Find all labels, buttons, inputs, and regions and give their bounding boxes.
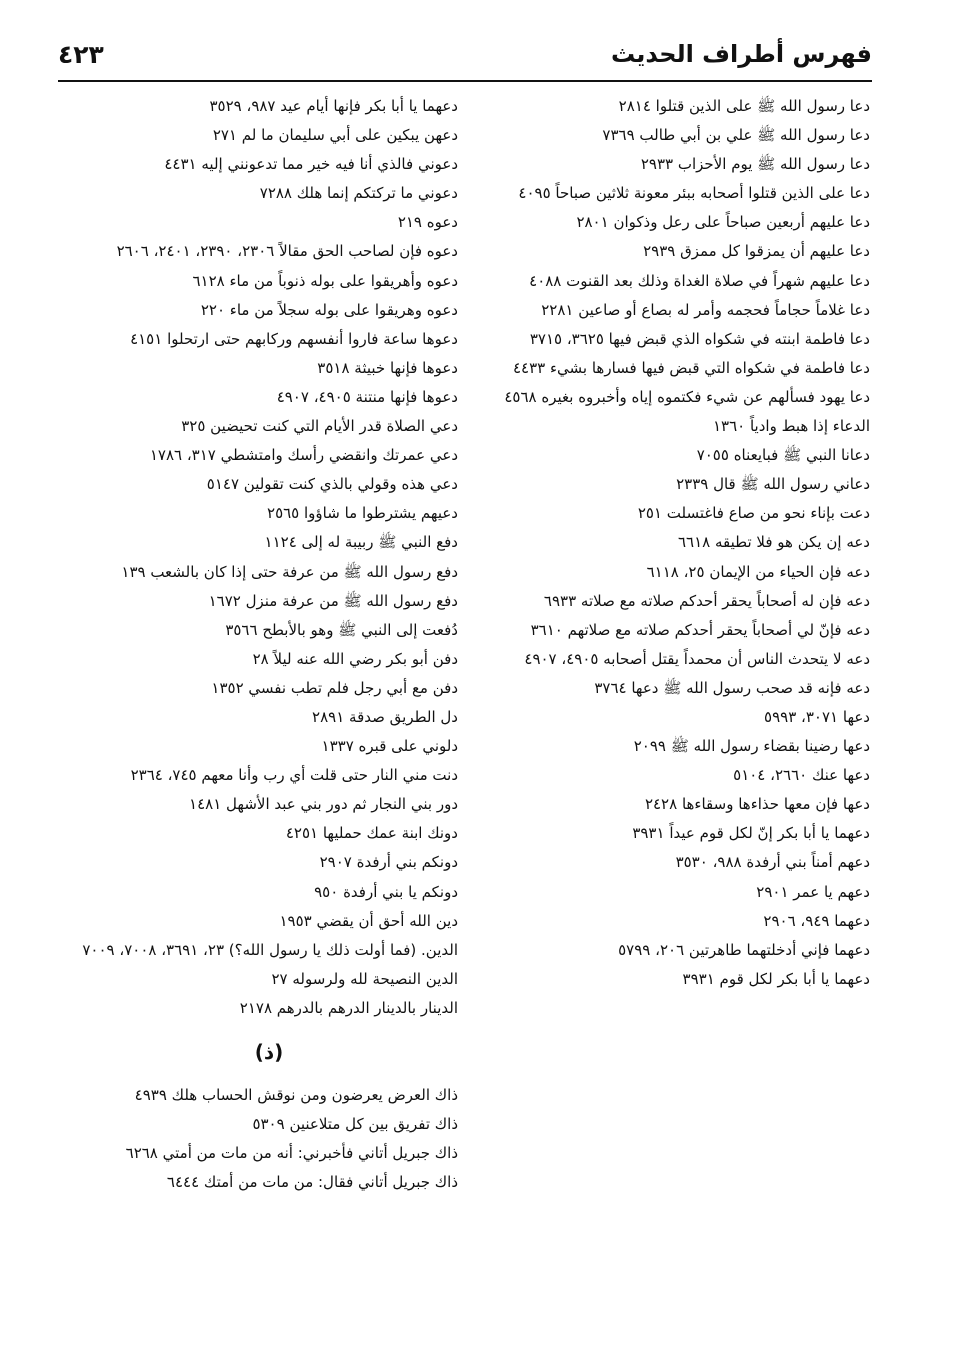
index-entry: دعا عليهم أربعين صباحاً على رعل وذكوان ٢٨٠١ xyxy=(576,213,870,232)
index-entry: دعا عليهم أن يمزقوا كل ممزق ٢٩٣٩ xyxy=(643,242,870,261)
index-entry: دعهم يا عمر ٢٩٠١ xyxy=(756,882,870,901)
index-entry: دعها فإن معها حذاءها وسقاءها ٢٤٢٨ xyxy=(644,795,870,814)
index-entry: الدعاء إذا هبط وادياً ١٣٦٠ xyxy=(712,417,870,436)
index-entry: دعوها فإنها منتنة ٤٩٠٥، ٤٩٠٧ xyxy=(276,387,458,406)
index-entry: دفع رسول الله ﷺ من عرفة حتى إذا كان بالشعب ١٣٩ xyxy=(121,562,458,581)
running-title: فهرس أطراف الحديث xyxy=(611,40,872,68)
index-entry: دعوني ما تركتكم إنما هلك ٧٢٨٨ xyxy=(259,184,458,203)
index-entry: دعا غلاماً حجاماً فحجمه وأمر له بصاع أو صاعين ٢٢٨١ xyxy=(541,300,870,319)
index-entry: دفع رسول الله ﷺ من عرفة منزل ١٦٧٢ xyxy=(208,591,458,610)
index-column-right xyxy=(480,92,870,994)
index-entry: دعوه ٢١٩ xyxy=(397,213,458,232)
index-entry: دعه فإن الحياء من الإيمان ٢٥، ٦١١٨ xyxy=(646,562,870,581)
index-entry: دلوني على قبره ١٣٣٧ xyxy=(321,737,458,756)
index-entry: دعهما يا أبا بكر لكل قوم ٣٩٣١ xyxy=(682,969,870,988)
index-entry: ذاك جبريل أتاني فقال: من مات من أمتك ٦٤٤٤ xyxy=(166,1173,458,1192)
index-entry: دعهم أمناً بني أرفدة ٩٨٨، ٣٥٣٠ xyxy=(675,853,870,872)
index-entry: دعها رضينا بقضاء رسول الله ﷺ ٢٠٩٩ xyxy=(633,737,870,756)
index-entry: دعا على الذين قتلوا أصحابه ببئر معونة ثلاثين صباحاً ٤٠٩٥ xyxy=(518,184,870,203)
index-entry: ذاك العرض يعرضون ومن نوقش الحساب هلك ٤٩٣٩ xyxy=(134,1086,458,1104)
index-entry: دفن أبو بكر رضي الله عنه ليلاً ٢٨ xyxy=(252,649,458,668)
index-entry: دعها ٣٠٧١، ٥٩٩٣ xyxy=(764,707,870,726)
index-entry: دعي عمرتك وانقضي رأسك وامتشطي ٣١٧، ١٧٨٦ xyxy=(149,446,458,465)
index-entry: دفن مع أبي رجل فلم تطب نفسي ١٣٥٢ xyxy=(211,678,458,697)
index-entry: ذاك جبريل أتاني فأخبرني: أنه من مات من أمتي ٦٢٦٨ xyxy=(125,1144,458,1163)
index-entry: دعا رسول الله ﷺ على الذين قتلوا ٢٨١٤ xyxy=(618,97,870,115)
index-entry: دنت مني النار حتى قلت أي رب وأنا معهم ٧٤٥، ٢٣٦٤ xyxy=(130,766,458,785)
index-entry: دعه فإن له أصحاباً يحقر أحدكم صلاته مع صلاته ٦٩٣٣ xyxy=(543,591,870,610)
index-entry: دفع النبي ﷺ ربيبة له إلى ١١٢٤ xyxy=(264,533,458,552)
index-entry: دعي هذه وقولي بالذي كنت تقولين ٥١٤٧ xyxy=(206,475,458,494)
index-entry: الدين. (فما أولت ذلك يا رسول الله؟) ٢٣، ٣٦٩١، ٧٠٠٨، ٧٠٠٩ xyxy=(82,940,458,959)
index-entry: دعاني رسول الله ﷺ قال ٢٣٣٩ xyxy=(676,475,870,494)
index-entry: دُفعت إلى النبي ﷺ وهو بالأبطح ٣٥٦٦ xyxy=(225,620,458,639)
index-entry: دعانا النبي ﷺ فبايعناه ٧٠٥٥ xyxy=(696,446,870,465)
index-entry: دعوه وأهريقوا على بوله ذنوباً من ماء ٦١٢٨ xyxy=(192,271,458,290)
index-entry: دل الطريق صدقة ٢٨٩١ xyxy=(312,707,458,726)
index-entry: دعه فإنه قد صحب رسول الله ﷺ دعها ٣٧٦٤ xyxy=(594,678,870,697)
index-entry: دعهن يبكين على أبي سليمان ما لم ٢٧١ xyxy=(212,126,458,145)
index-entry: دونكم يا بني أرفدة ٩٥٠ xyxy=(314,882,458,901)
index-entry: دعيهم يشترطوا ما شاؤوا ٢٥٦٥ xyxy=(267,504,458,523)
index-entry: دعوها فإنها خبيثة ٣٥١٨ xyxy=(317,358,458,377)
index-entry: دين الله أحق أن يقضي ١٩٥٣ xyxy=(279,911,458,930)
index-entry: دعهما يا أبا بكر فإنها أيام عيد ٩٨٧، ٣٥٢٩ xyxy=(209,97,458,115)
index-entry: دعوه فإن لصاحب الحق مقالاً ٢٣٠٦، ٢٣٩٠، ٢٤٠١، ٢٦٠٦ xyxy=(116,242,458,261)
index-entry: دعي الصلاة قدر الأيام التي كنت تحيضين ٣٢٥ xyxy=(181,417,458,436)
index-entry: دعهما يا أبا بكر إنّ لكل قوم عيداً ٣٩٣١ xyxy=(632,824,870,843)
index-entry: دعا يهود فسألهم عن شيء فكتموه إياه وأخبروه بغيره ٤٥٦٨ xyxy=(504,387,870,406)
index-entry: دونك ابنة عمك حمليها ٤٢٥١ xyxy=(285,824,458,843)
index-entry: دعوني فالذي أنا فيه خير مما تدعونني إليه ٤٤٣١ xyxy=(164,155,458,174)
index-entry: دور بني النجار ثم دور بني عبد الأشهل ١٤٨١ xyxy=(189,795,458,814)
index-entry: دعا رسول الله ﷺ علي بن أبي طالب ٧٣٦٩ xyxy=(602,126,870,145)
index-column-left xyxy=(80,92,458,1197)
section-heading-dhal: (ذ) xyxy=(254,1040,284,1064)
index-entry: دعهما فإني أدخلتهما طاهرتين ٢٠٦، ٥٧٩٩ xyxy=(618,940,870,959)
index-entry: دعهما ٩٤٩، ٢٩٠٦ xyxy=(763,911,870,930)
index-entry: الدين النصيحة لله ولرسوله ٢٧ xyxy=(271,969,458,988)
index-entry: دعا رسول الله ﷺ يوم الأحزاب ٢٩٣٣ xyxy=(640,155,870,174)
index-entry: دعه إن يكن هو فلا تطيقه ٦٦١٨ xyxy=(678,533,870,552)
index-entry: دعها عنك ٢٦٦٠، ٥١٠٤ xyxy=(733,766,870,785)
index-entry: دعه لا يتحدث الناس أن محمداً يقتل أصحابه ٤٩٠٥، ٤٩٠٧ xyxy=(524,649,870,668)
index-entry: دعه فإنّ لي أصحاباً يحقر أحدكم صلاته مع صلاتهم ٣٦١٠ xyxy=(530,620,870,639)
index-entry: دعوه وهريقوا على بوله سجلاً من ماء ٢٢٠ xyxy=(200,300,458,319)
index-entry: دعا فاطمة ابنته في شكواه الذي قبض فيها ٣٦٢٥، ٣٧١٥ xyxy=(529,329,870,348)
index-entry: دعا فاطمة في شكواه التي قبض فيها فسارها بشيء ٤٤٣٣ xyxy=(512,358,870,377)
index-entry: دعوها ساعة فاروا أنفسهم وركابهم حتى ارتحلوا ٤١٥١ xyxy=(130,329,458,348)
page-number: ٤٢٣ xyxy=(58,40,104,69)
index-entry: دونكم بني أرفدة ٢٩٠٧ xyxy=(319,853,458,872)
header-rule xyxy=(58,80,872,82)
index-entry: دعت بإناء نحو من صاع فاغتسلت ٢٥١ xyxy=(637,504,870,523)
index-entry: دعا عليهم شهراً في صلاة الغداة وذلك بعد القنوت ٤٠٨٨ xyxy=(529,271,870,290)
index-entry: ذاك تفريق بين كل متلاعنين ٥٣٠٩ xyxy=(252,1115,458,1134)
index-entry: الدينار بالدينار الدرهم بالدرهم ٢١٧٨ xyxy=(239,998,458,1017)
